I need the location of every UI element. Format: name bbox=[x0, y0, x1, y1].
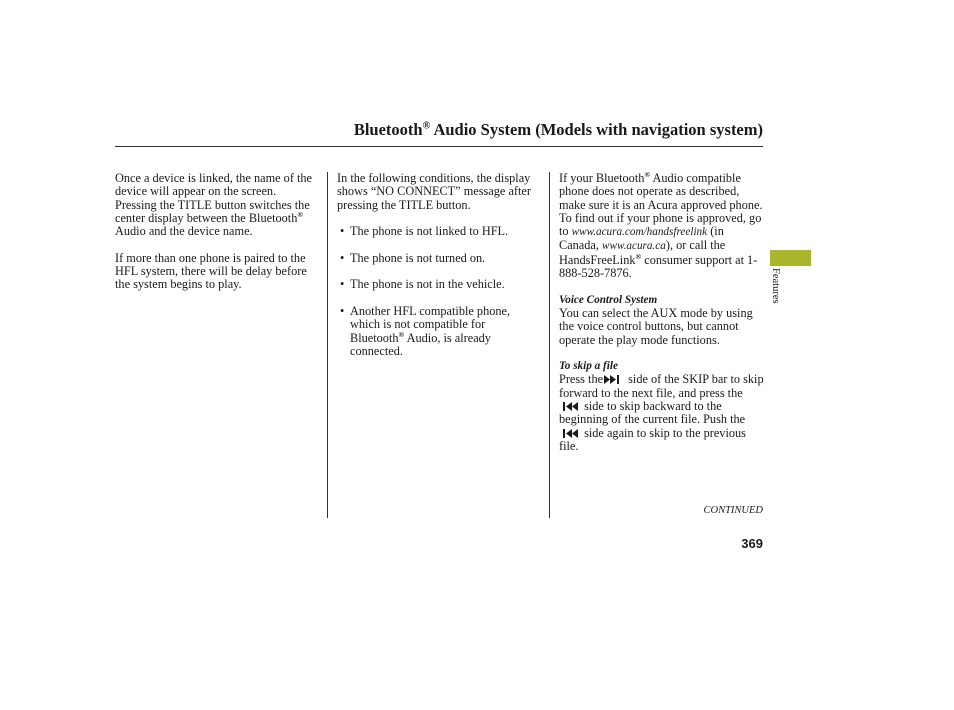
list-item-text-a: Another HFL compatible phone, which is not compatible for Bluetooth bbox=[350, 303, 511, 345]
skip-text-4: side again to skip to the previous file. bbox=[559, 425, 746, 453]
voice-control-heading: Voice Control System bbox=[559, 293, 658, 306]
col1-paragraph-1 bbox=[115, 172, 320, 238]
list-item bbox=[337, 305, 537, 358]
continued-label: CONTINUED bbox=[703, 505, 763, 516]
page-number: 369 bbox=[741, 536, 763, 551]
bullet-icon: • bbox=[340, 224, 345, 239]
col1-p1-text-b: Audio and the device name. bbox=[115, 224, 253, 239]
page-title bbox=[354, 120, 763, 140]
skip-text-2: side of the SKIP bar to skip forward to the next file, and press the bbox=[559, 372, 764, 400]
skip-text-1: Press the bbox=[559, 372, 604, 387]
col3-p1-text-e: consumer support at 1-888-528-7876. bbox=[559, 252, 758, 281]
col3-paragraph-1 bbox=[559, 169, 764, 281]
list-item-text-b: Audio, is already connected. bbox=[350, 330, 491, 358]
list-item-registered-mark: ® bbox=[398, 329, 405, 339]
skip-backward-icon bbox=[559, 400, 581, 413]
bullet-icon: • bbox=[340, 303, 345, 318]
title-rule bbox=[115, 146, 763, 147]
col3-p1-text-b: Audio compatible phone does not operate as described, make sure it is an Acura approved phone. To find out if your phone is approved, go to bbox=[559, 171, 763, 239]
column-3 bbox=[559, 169, 764, 453]
skip-text-3: side to skip backward to the beginning of the current file. Push the bbox=[559, 399, 746, 427]
acura-url-link[interactable]: www.acura.com/handsfreelink bbox=[571, 226, 708, 239]
section-tab-marker bbox=[770, 250, 811, 266]
list-item-text: The phone is not linked to HFL. bbox=[350, 224, 509, 239]
skip-file-body bbox=[559, 373, 764, 453]
col3-p1-registered-mark-2: ® bbox=[635, 251, 642, 261]
title-registered-mark: ® bbox=[422, 120, 431, 132]
column-2 bbox=[337, 172, 537, 358]
col1-p1-text-a: Once a device is linked, the name of the device will appear on the screen. Pressing the TITLE button switches the center display between the Bluetooth bbox=[115, 171, 313, 225]
column-divider-2 bbox=[549, 172, 550, 518]
col3-p1-text-a: If your Bluetooth bbox=[559, 171, 645, 185]
list-item-text: The phone is not turned on. bbox=[350, 250, 486, 265]
voice-control-body: You can select the AUX mode by using the voice control buttons, but cannot operate the play mode functions. bbox=[559, 305, 753, 347]
bullet-icon: • bbox=[340, 250, 345, 265]
title-brand: Bluetooth bbox=[353, 120, 423, 139]
skip-file-heading: To skip a file bbox=[559, 360, 618, 373]
skip-forward-icon bbox=[603, 373, 625, 386]
list-item bbox=[337, 225, 537, 238]
col2-intro: In the following conditions, the display shows “NO CONNECT” message after pressing the TITLE button. bbox=[337, 171, 531, 212]
list-item bbox=[337, 252, 537, 265]
column-1 bbox=[115, 172, 320, 292]
col3-p1-text-c: (in Canada, bbox=[559, 224, 724, 253]
acura-canada-url-link[interactable]: www.acura.ca bbox=[602, 240, 666, 253]
section-tab-text: Features bbox=[770, 268, 781, 304]
column-divider-1 bbox=[327, 172, 328, 518]
list-item bbox=[337, 278, 537, 291]
bullet-icon: • bbox=[340, 277, 345, 292]
col1-p1-registered-mark: ® bbox=[297, 209, 304, 219]
list-item-text: The phone is not in the vehicle. bbox=[350, 277, 505, 292]
col3-p1-registered-mark: ® bbox=[644, 169, 651, 179]
col3-p1-text-d: ), or call the HandsFreeLink bbox=[559, 238, 726, 267]
title-rest: Audio System (Models with navigation system) bbox=[430, 120, 763, 139]
skip-backward-icon bbox=[559, 427, 581, 440]
col1-paragraph-2: If more than one phone is paired to the HFL system, there will be delay before the system begins to play. bbox=[115, 250, 307, 292]
